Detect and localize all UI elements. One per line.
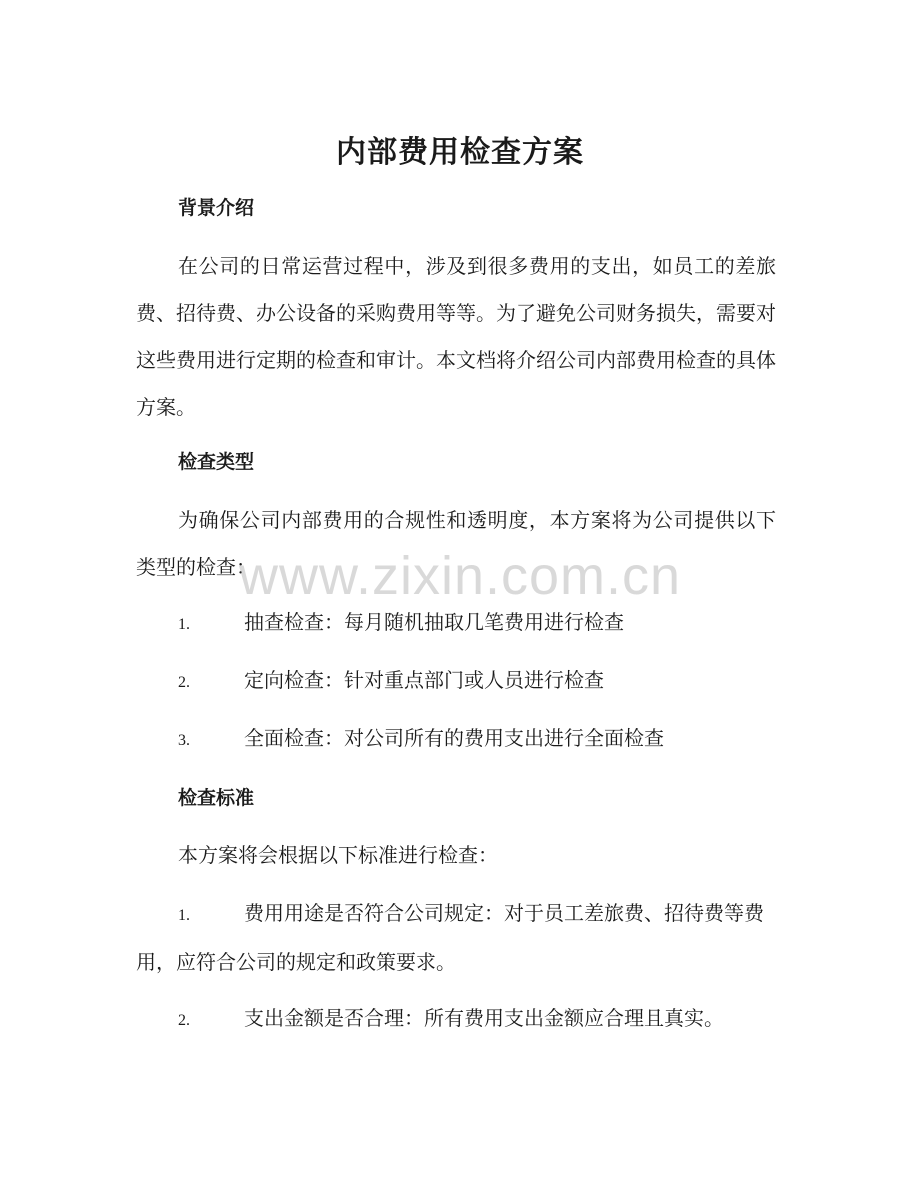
list-item-text: 支出金额是否合理：所有费用支出金额应合理且真实。 [244, 1006, 724, 1030]
background-paragraph: 在公司的日常运营过程中，涉及到很多费用的支出，如员工的差旅费、招待费、办公设备的采购费用等等。为了避免公司财务损失，需要对这些费用进行定期的检查和审计。本文档将介绍公司内部费用检查的具体方案。 [136, 254, 776, 419]
list-item [136, 715, 776, 764]
list-item-number: 1. [178, 616, 190, 633]
watermark-text: www.zixin.com.cn [238, 546, 682, 606]
list-item-text: 定向检查：针对重点部门或人员进行检查 [244, 668, 604, 692]
list-item-text: 费用用途是否符合公司规定：对于员工差旅费、招待费等费用，应符合公司的规定和政策要求。 [136, 901, 764, 974]
list-item [136, 599, 776, 648]
list-item [136, 995, 776, 1044]
section-heading-standards: 检查标准 [178, 787, 255, 809]
list-item-number: 2. [178, 674, 190, 691]
document-title: 内部费用检查方案 [336, 135, 584, 170]
list-item-number: 2. [178, 1012, 190, 1029]
section-heading-background: 背景介绍 [178, 197, 255, 219]
list-item-number: 1. [178, 907, 190, 924]
section-heading-types: 检查类型 [178, 451, 255, 473]
list-item [136, 890, 776, 986]
list-item-text: 全面检查：对公司所有的费用支出进行全面检查 [244, 726, 664, 750]
list-item [136, 657, 776, 706]
standards-paragraph: 本方案将会根据以下标准进行检查： [178, 843, 498, 867]
list-item-number: 3. [178, 732, 190, 749]
types-paragraph: 为确保公司内部费用的合规性和透明度，本方案将为公司提供以下类型的检查： [136, 508, 776, 579]
list-item-text: 抽查检查：每月随机抽取几笔费用进行检查 [244, 610, 624, 634]
